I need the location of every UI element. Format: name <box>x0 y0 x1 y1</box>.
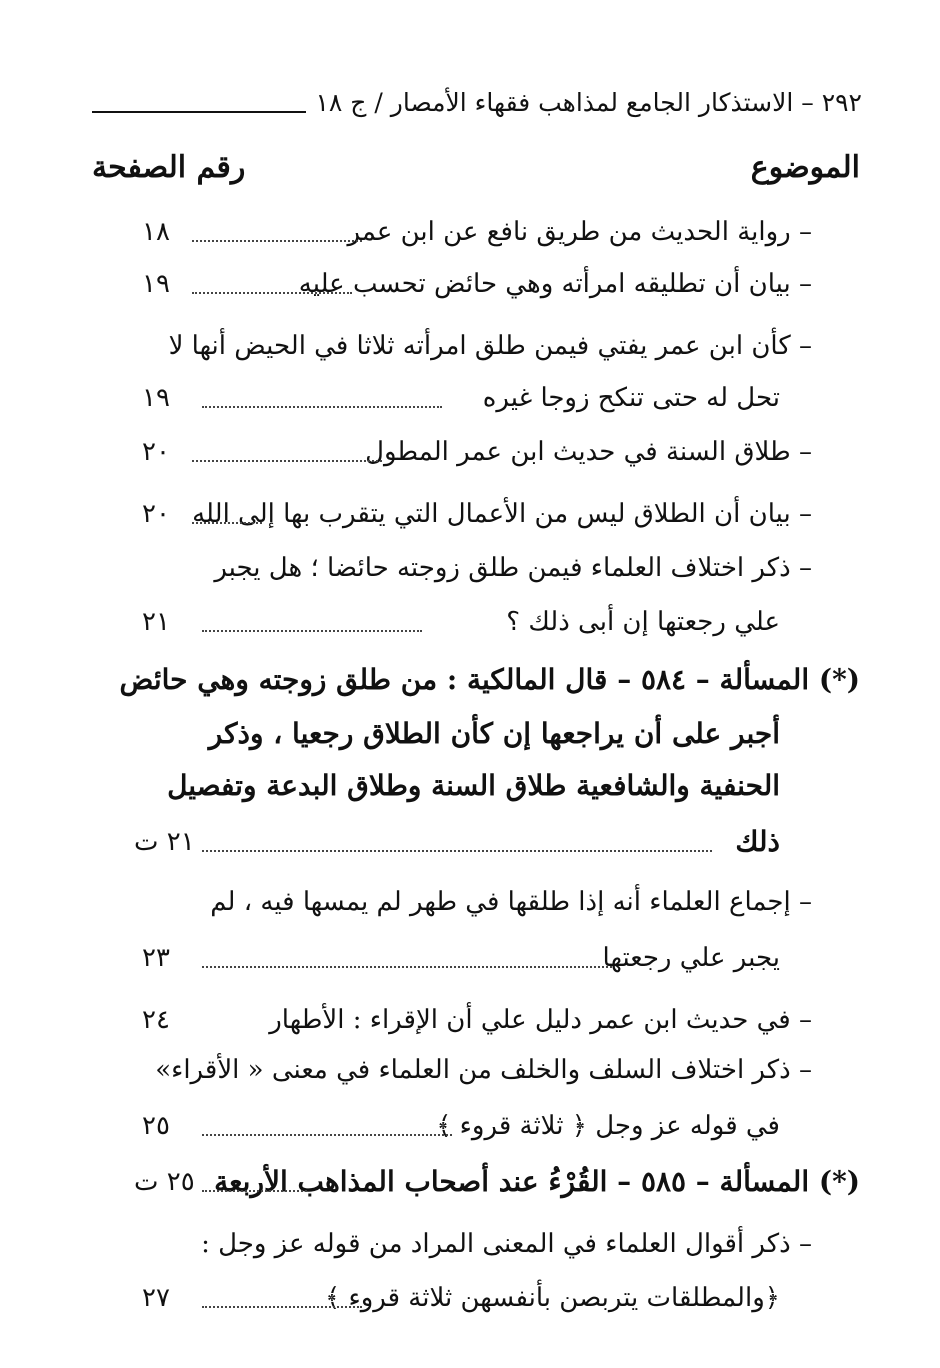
entry-text: يجبر علي رجعتها <box>602 943 780 973</box>
entry-text: – ذكر اختلاف العلماء فيمن طلق زوجته حائضا ؛ هل يجبر <box>214 553 812 583</box>
index-entry <box>92 1048 860 1092</box>
entry-text: – في حديث ابن عمر دليل علي أن الإقراء : الأطهار <box>269 1005 812 1035</box>
entry-text: – بيان أن تطليقه امرأته وهي حائض تحسب عليه <box>298 269 812 299</box>
entry-text: – إجماع العلماء أنه إذا طلقها في طهر لم يمسها فيه ، لم <box>210 887 812 917</box>
index-entry <box>92 1222 860 1266</box>
page-number: ١٩ <box>142 383 170 413</box>
dot-leader <box>202 630 422 632</box>
entry-text: – كأن ابن عمر يفتي فيمن طلق امرأته ثلاثا في الحيض أنها لا <box>168 331 812 361</box>
entry-text: – طلاق السنة في حديث ابن عمر المطول <box>365 437 812 467</box>
index-entry <box>92 210 860 254</box>
dot-leader <box>202 406 442 408</box>
index-entry <box>92 324 860 368</box>
dot-leader <box>192 522 262 524</box>
entry-text: – رواية الحديث من طريق نافع عن ابن عمر <box>347 217 812 247</box>
index-entry-bold <box>92 658 860 702</box>
page-number: ٢٥ <box>142 1111 170 1141</box>
page-column-heading: رقم الصفحة <box>92 150 246 185</box>
topic-column-heading: الموضوع <box>750 150 860 185</box>
page-number: ٢١ <box>142 607 170 637</box>
entry-text: (*) المسألة – ٥٨٤ – قال المالكية : من طلق زوجته وهي حائض <box>119 663 860 696</box>
index-entry-continuation <box>92 1276 860 1320</box>
dot-leader <box>192 460 382 462</box>
index-entry-continuation <box>92 712 860 756</box>
entry-text: أجبر على أن يراجعها إن كأن الطلاق رجعيا ، وذكر <box>208 717 780 750</box>
entry-text: ﴿والمطلقات يتربصن بأنفسهن ثلاثة قروء ﴾ <box>324 1283 780 1313</box>
page-number: ٢٠ <box>142 437 170 467</box>
index-entry <box>92 262 860 306</box>
header-rule <box>92 111 306 113</box>
index-entry <box>92 492 860 536</box>
index-entry <box>92 880 860 924</box>
dot-leader <box>202 1190 307 1192</box>
index-entry-bold <box>92 1160 860 1204</box>
page-number: ٢٧ <box>142 1283 170 1313</box>
page-number: ٢٤ <box>142 1005 170 1035</box>
index-entry <box>92 998 860 1042</box>
index-entry-continuation <box>92 376 860 420</box>
running-head-text: ٢٩٢ – الاستذكار الجامع لمذاهب فقهاء الأمصار / ج ١٨ <box>315 88 862 117</box>
index-entry-continuation <box>92 600 860 644</box>
page-number: ٢٣ <box>142 943 170 973</box>
page-number: ٢٥ ت <box>134 1167 195 1197</box>
entry-text: في قوله عز وجل ﴿ ثلاثة قروء ﴾ <box>436 1111 780 1141</box>
dot-leader <box>202 1306 362 1308</box>
page-number: ٢٠ <box>142 499 170 529</box>
page-number: ١٨ <box>142 217 170 247</box>
index-entry-continuation <box>92 1104 860 1148</box>
entry-text: الحنفية والشافعية طلاق السنة وطلاق البدعة وتفصيل <box>167 769 780 802</box>
index-entry-continuation <box>92 820 860 864</box>
index-entry <box>92 546 860 590</box>
running-head <box>92 78 862 118</box>
entry-text: – بيان أن الطلاق ليس من الأعمال التي يتقرب بها إلى الله <box>192 499 812 529</box>
page-number: ١٩ <box>142 269 170 299</box>
entry-text: – ذكر اختلاف السلف والخلف من العلماء في معنى « الأقراء» <box>155 1055 812 1085</box>
index-entry <box>92 430 860 474</box>
entry-text: ذلك <box>735 825 780 858</box>
entry-text: – ذكر أقوال العلماء في المعنى المراد من قوله عز وجل : <box>201 1229 812 1259</box>
page-number: ٢١ ت <box>134 827 195 857</box>
entry-text: علي رجعتها إن أبى ذلك ؟ <box>506 607 780 637</box>
index-entry-continuation <box>92 936 860 980</box>
entry-text: تحل له حتى تنكح زوجا غيره <box>482 383 780 413</box>
index-entry-continuation <box>92 764 860 808</box>
dot-leader <box>192 240 362 242</box>
dot-leader <box>192 292 352 294</box>
entry-text: (*) المسألة – ٥٨٥ – القُرْءُ عند أصحاب المذاهب الأربعة <box>214 1165 860 1198</box>
dot-leader <box>202 1134 452 1136</box>
dot-leader <box>202 850 712 852</box>
dot-leader <box>202 966 612 968</box>
